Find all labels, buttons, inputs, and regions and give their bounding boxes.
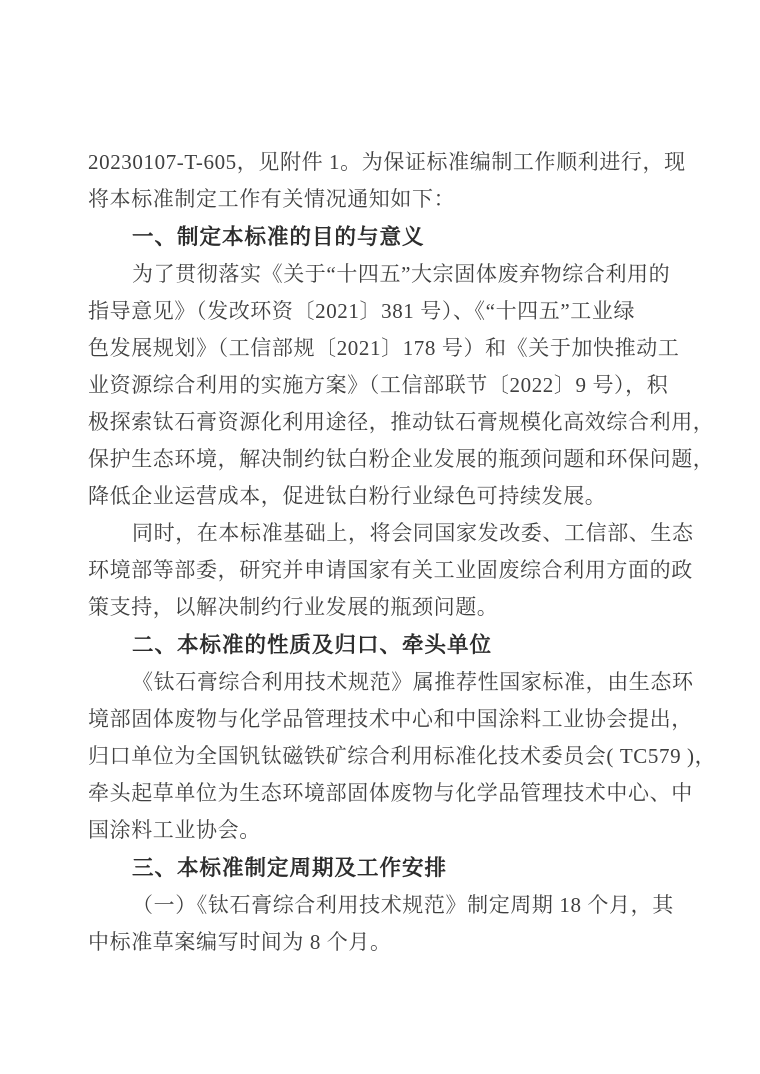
document-line: 中标准草案编写时间为 8 个月。 xyxy=(88,930,392,954)
document-line: 降低企业运营成本，促进钛白粉行业绿色可持续发展。 xyxy=(88,484,607,508)
document-line: 《钛石膏综合利用技术规范》属推荐性国家标准，由生态环 xyxy=(132,670,694,694)
section-heading-schedule: 三、本标准制定周期及工作安排 xyxy=(132,856,448,880)
document-line: 色发展规划》（工信部规〔2021〕178 号）和《关于加快推动工 xyxy=(88,336,680,360)
document-line: 牵头起草单位为生态环境部固体废物与化学品管理技术中心、中 xyxy=(88,781,693,805)
document-line: 20230107-T-605，见附件 1。为保证标准编制工作顺利进行，现 xyxy=(88,150,686,174)
document-line: 环境部等部委，研究并申请国家有关工业固废综合利用方面的政 xyxy=(88,558,693,582)
document-line: （一）《钛石膏综合利用技术规范》制定周期 18 个月，其 xyxy=(132,893,674,917)
section-heading-nature: 二、本标准的性质及归口、牵头单位 xyxy=(132,633,493,657)
document-line: 极探索钛石膏资源化利用途径，推动钛石膏规模化高效综合利用， xyxy=(88,410,715,434)
document-line: 指导意见》（发改环资〔2021〕381 号）、《“十四五”工业绿 xyxy=(88,299,636,323)
document-line: 保护生态环境，解决制约钛白粉企业发展的瓶颈问题和环保问题， xyxy=(88,447,715,471)
document-line: 归口单位为全国钒钛磁铁矿综合利用标准化技术委员会( TC579 )， xyxy=(88,744,717,768)
document-line: 国涂料工业协会。 xyxy=(88,818,261,842)
document-line: 为了贯彻落实《关于“十四五”大宗固体废弃物综合利用的 xyxy=(132,262,671,286)
document-line: 策支持，以解决制约行业发展的瓶颈问题。 xyxy=(88,595,499,619)
document-line: 业资源综合利用的实施方案》（工信部联节〔2022〕9 号），积 xyxy=(88,373,669,397)
section-heading-purpose: 一、制定本标准的目的与意义 xyxy=(132,225,425,249)
document-line: 境部固体废物与化学品管理技术中心和中国涂料工业协会提出， xyxy=(88,707,693,731)
document-body xyxy=(88,144,717,961)
document-line: 同时，在本标准基础上，将会同国家发改委、工信部、生态 xyxy=(132,521,694,545)
document-line: 将本标准制定工作有关情况通知如下： xyxy=(88,187,456,211)
